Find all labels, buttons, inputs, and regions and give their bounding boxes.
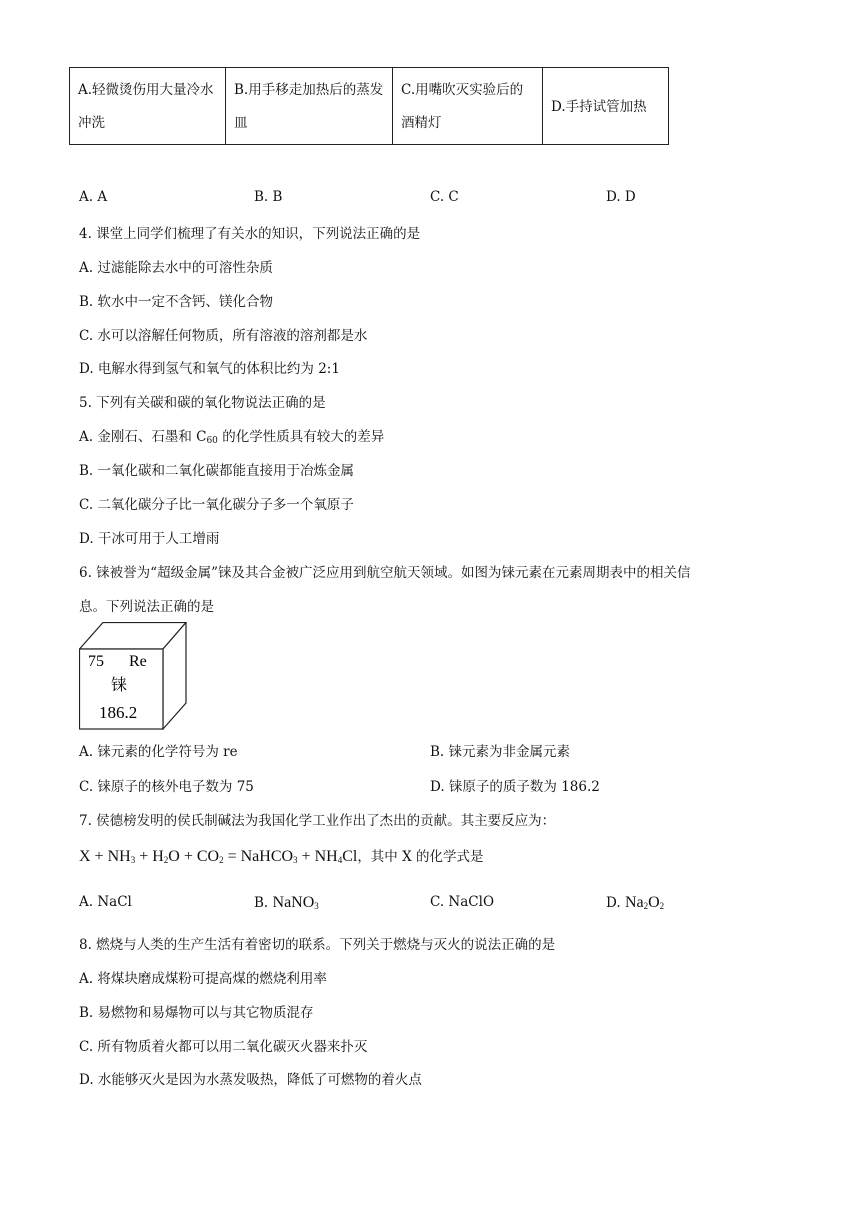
q8-option-b: B. 易燃物和易爆物可以与其它物质混存 <box>79 1005 314 1021</box>
q8-option-d: D. 水能够灭火是因为水蒸发吸热，降低了可燃物的着火点 <box>79 1072 422 1088</box>
q8-option-c: C. 所有物质着火都可以用二氧化碳灭火器来扑灭 <box>79 1039 368 1055</box>
q4-option-b: B. 软水中一定不含钙、镁化合物 <box>79 294 274 310</box>
q3-table-cell-d: D.手持试管加热 <box>543 68 669 145</box>
q7-equation-tail: ，其中 X 的化学式是 <box>357 849 484 865</box>
element-symbol: Re <box>129 653 147 670</box>
q3-answer-b: B. B <box>254 189 283 205</box>
q4-option-d: D. 电解水得到氢气和氧气的体积比约为 2:1 <box>79 361 340 377</box>
q6-option-d: D. 铼原子的质子数为 186.2 <box>430 779 600 795</box>
q7-option-c: C. NaClO <box>430 894 495 910</box>
q6-option-b: B. 铼元素为非金属元素 <box>430 744 571 760</box>
q5-option-c: C. 二氧化碳分子比一氧化碳分子多一个氧原子 <box>79 497 354 513</box>
q4-option-a: A. 过滤能除去水中的可溶性杂质 <box>79 260 273 276</box>
element-cube-figure <box>79 622 187 730</box>
q6-option-c: C. 铼原子的核外电子数为 75 <box>79 779 254 795</box>
q3-table-cell-c: C.用嘴吹灭实验后的酒精灯 <box>393 68 543 145</box>
q5-option-d: D. 干冰可用于人工增雨 <box>79 531 220 547</box>
q3-table-cell-b: B.用手移走加热后的蒸发皿 <box>226 68 393 145</box>
q8-option-a: A. 将煤块磨成煤粉可提高煤的燃烧利用率 <box>79 971 327 987</box>
q4-option-c: C. 水可以溶解任何物质，所有溶液的溶剂都是水 <box>79 328 368 344</box>
q3-answer-d: D. D <box>606 189 636 205</box>
q8-stem: 8. 燃烧与人类的生产生活有着密切的联系。下列关于燃烧与灭火的说法正确的是 <box>79 937 556 953</box>
q7-stem: 7. 侯德榜发明的侯氏制碱法为我国化学工业作出了杰出的贡献。其主要反应为： <box>79 813 556 829</box>
q3-answer-c: C. C <box>430 189 459 205</box>
element-name: 铼 <box>111 675 128 694</box>
q3-options-table <box>69 67 669 145</box>
q4-stem: 4. 课堂上同学们梳理了有关水的知识，下列说法正确的是 <box>79 226 421 242</box>
q3-answer-a: A. A <box>79 189 108 205</box>
q6-stem-line2: 息。下列说法正确的是 <box>79 599 214 615</box>
q7-equation-line <box>79 845 484 866</box>
q5-stem: 5. 下列有关碳和碳的氧化物说法正确的是 <box>79 395 326 411</box>
element-atomic-mass: 186.2 <box>99 703 138 722</box>
q7-option-d: D. $Na_2O_2$ <box>606 894 665 911</box>
q6-stem-line1: 6. 铼被誉为“超级金属”铼及其合金被广泛应用到航空航天领域。如图为铼元素在元素周期表中的相关信 <box>79 565 691 581</box>
q7-option-b: B. NaNO$_3$ <box>254 894 319 911</box>
q6-option-a: A. 铼元素的化学符号为 re <box>79 744 238 760</box>
q5-option-b: B. 一氧化碳和二氧化碳都能直接用于冶炼金属 <box>79 463 355 479</box>
q3-table-cell-a: A.轻微烫伤用大量冷水冲洗 <box>70 68 226 145</box>
element-atomic-number: 75 <box>88 653 104 670</box>
q7-reaction-equation: $X + NH_3 + H_2O + CO_2$ = NaHCO$_3$ + $NH_4Cl$ <box>79 848 358 865</box>
q7-option-a: A. NaCl <box>79 894 132 910</box>
q5-option-a: A. 金刚石、石墨和 $C_{60}$ 的化学性质具有较大的差异 <box>79 429 385 446</box>
